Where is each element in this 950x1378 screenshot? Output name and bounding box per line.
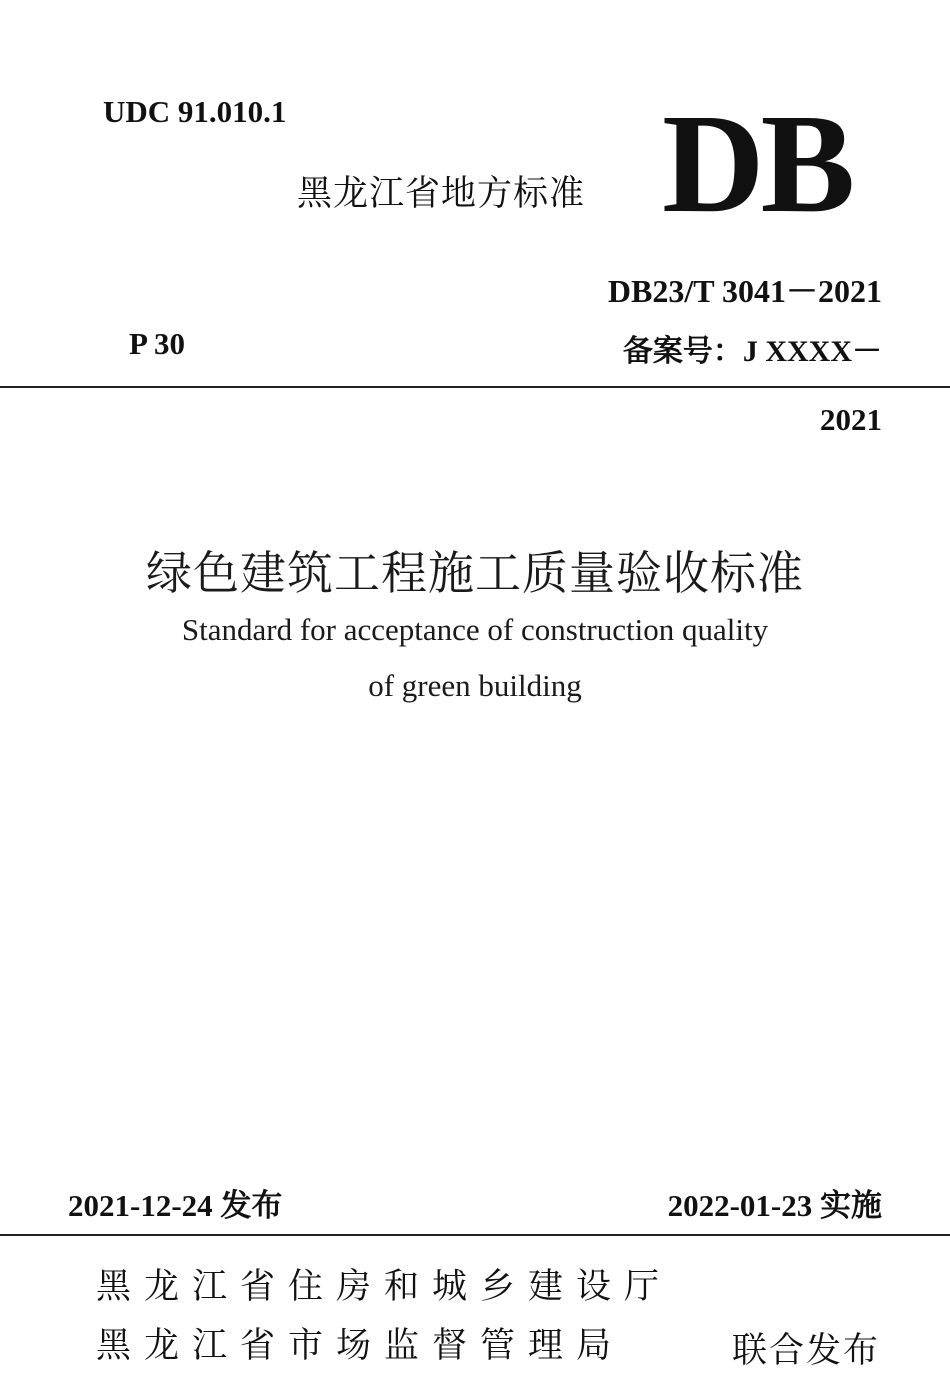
joint-issue-label: 联合发布 bbox=[731, 1331, 880, 1371]
title-chinese: 绿色建筑工程施工质量验收标准 bbox=[146, 548, 804, 599]
record-year: 2021 bbox=[820, 402, 882, 437]
issuer-line2: 黑龙江省市场监督管理局 bbox=[96, 1326, 625, 1366]
udc-code: UDC 91.010.1 bbox=[103, 94, 287, 129]
bottom-divider bbox=[0, 1234, 950, 1236]
db-logo: DB bbox=[662, 84, 852, 242]
record-number: 备案号：J XXXX－ bbox=[622, 335, 882, 368]
standard-type: 黑龙江省地方标准 bbox=[297, 174, 586, 214]
title-english-line1: Standard for acceptance of construction quality bbox=[181, 612, 769, 647]
title-english-line2: of green building bbox=[368, 668, 582, 703]
implement-date: 2022-01-23 实施 bbox=[667, 1188, 882, 1223]
issuer-line1: 黑龙江省住房和城乡建设厅 bbox=[96, 1267, 673, 1307]
standard-number: DB23/T 3041－2021 bbox=[607, 273, 882, 309]
classification-code: P 30 bbox=[129, 326, 185, 361]
issue-date: 2021-12-24 发布 bbox=[68, 1188, 283, 1223]
top-divider bbox=[0, 386, 950, 388]
